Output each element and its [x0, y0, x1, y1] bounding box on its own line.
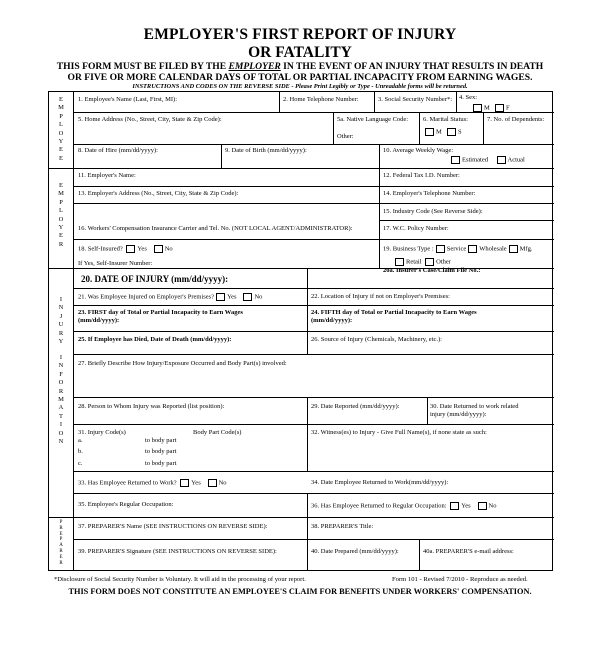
section-letter: N — [58, 438, 64, 446]
marital-options: M S — [423, 128, 462, 136]
business-retail-checkbox[interactable] — [395, 258, 404, 266]
field-weekly-wage[interactable]: 10. Average Weekly Wage: — [383, 147, 454, 154]
section-letter: R — [58, 329, 64, 337]
field-regular-occupation[interactable]: 35. Employee's Regular Occupation: — [78, 501, 174, 508]
section-letter: E — [59, 146, 63, 154]
field-date-of-hire[interactable]: 8. Date of Hire (mm/dd/yyyy): — [78, 147, 158, 154]
field-language-other[interactable]: Other: — [337, 133, 354, 140]
business-type-row: 19. Business Type : Service Wholesale Mfg. — [383, 245, 533, 253]
returned-yes-checkbox[interactable] — [180, 479, 189, 487]
section-letter: F — [59, 370, 63, 378]
section-letter: E — [59, 96, 63, 103]
wage-actual-checkbox[interactable] — [497, 156, 506, 164]
sex-options: M F — [471, 104, 510, 112]
occupation-no-checkbox[interactable] — [478, 502, 487, 510]
section-letter: N — [58, 362, 64, 370]
field-home-address[interactable]: 5. Home Address (No., Street, City, State & Zip Code): — [78, 116, 222, 123]
section-letter: Y — [58, 224, 64, 232]
section-letter: R — [58, 387, 64, 395]
field-employer-phone[interactable]: 14. Employer's Telephone Number: — [383, 190, 476, 197]
section-letter: P — [59, 198, 63, 206]
field-date-of-death[interactable]: 25. If Employee has Died, Date of Death (mm/dd/yyyy): — [78, 336, 232, 343]
section-letter: L — [59, 207, 63, 215]
section-letter: P — [59, 537, 63, 543]
body-part-codes-label: Body Part Code(s) — [193, 429, 242, 436]
claim-notice: THIS FORM DOES NOT CONSTITUTE AN EMPLOYEE'S CLAIM FOR BENEFITS UNDER WORKERS' COMPENSATION. — [68, 587, 532, 596]
section-letter: R — [58, 240, 64, 248]
field-injury-codes[interactable]: 31. Injury Code(s) — [78, 429, 126, 436]
self-insured-yes-checkbox[interactable] — [126, 245, 135, 253]
section-letter: O — [58, 129, 64, 137]
section-letter: Y — [58, 138, 64, 146]
section-letter: A — [59, 543, 63, 549]
field-dependents[interactable]: 7. No. of Dependents: — [487, 116, 545, 123]
section-letter: E — [59, 232, 63, 240]
form-title: EMPLOYER'S FIRST REPORT OF INJURY — [143, 26, 457, 43]
section-letter: I — [59, 296, 63, 303]
business-mfg-checkbox[interactable] — [509, 245, 518, 253]
self-insured-no-checkbox[interactable] — [154, 245, 163, 253]
ssn-disclosure: *Disclosure of Social Security Number is Voluntary. It will aid in the processing of your report. — [54, 576, 306, 583]
section-label-employer — [49, 182, 73, 249]
field-date-of-birth[interactable]: 9. Date of Birth (mm/dd/yyyy): — [225, 147, 307, 154]
field-date-prepared[interactable]: 40. Date Prepared (mm/dd/yyyy): — [311, 548, 399, 555]
injury-code-b[interactable]: b. — [78, 448, 83, 455]
body-part-c[interactable]: to body part — [145, 460, 177, 467]
section-letter: N — [58, 304, 64, 312]
section-letter: Y — [58, 338, 64, 346]
premises-row: 21. Was Employee Injured on Employer's Premises? Yes No — [78, 293, 263, 301]
field-insurer-case-number[interactable]: 20a. Insurer's Case/Claim File No.: — [383, 267, 481, 274]
business-service-checkbox[interactable] — [436, 245, 445, 253]
self-insured-row: 18. Self-Insured? Yes No — [78, 245, 173, 253]
filing-notice-2: OR FIVE OR MORE CALENDAR DAYS OF TOTAL OR PARTIAL INCAPACITY FROM EARNING WAGES. — [67, 72, 533, 83]
field-industry-code[interactable]: 15. Industry Code (See Reverse Side): — [383, 208, 483, 215]
filing-notice: THIS FORM MUST BE FILED BY THE EMPLOYER IN THE EVENT OF AN INJURY THAT RESULTS IN DEATH — [56, 61, 544, 72]
report-form — [48, 91, 553, 571]
section-label-information — [49, 354, 73, 446]
sex-m-checkbox[interactable] — [473, 104, 482, 112]
field-federal-tax-id[interactable]: 12. Federal Tax I.D. Number: — [383, 172, 460, 179]
field-date-returned[interactable]: 34. Date Employee Returned to Work(mm/dd/yyyy): — [311, 479, 449, 486]
occupation-yes-checkbox[interactable] — [450, 502, 459, 510]
field-date-of-injury[interactable]: 20. DATE OF INJURY (mm/dd/yyyy): — [81, 274, 229, 284]
field-sex-label: 4. Sex: — [459, 94, 478, 101]
section-letter: M — [58, 190, 64, 198]
section-letter: T — [59, 412, 63, 420]
field-person-reported[interactable]: 28. Person to Whom Injury was Reported (list position): — [78, 403, 225, 410]
section-letter: O — [58, 379, 64, 387]
section-letter: M — [58, 104, 64, 112]
field-employer-address[interactable]: 13. Employer's Address (No., Street, City, State & Zip Code): — [78, 190, 239, 197]
field-injury-location[interactable]: 22. Location of Injury if not on Employer's Premises: — [311, 293, 450, 300]
field-policy-number[interactable]: 17. W.C. Policy Number: — [383, 225, 449, 232]
field-self-insurer-number[interactable]: If Yes, Self-Insurer Number: — [78, 260, 153, 267]
field-first-day-incapacity[interactable]: 23. FIRST day of Total or Partial Incapacity to Earn Wages (mm/dd/yyyy): — [78, 309, 243, 324]
section-letter: I — [59, 421, 63, 429]
field-home-phone[interactable]: 2. Home Telephone Number: — [283, 96, 359, 103]
section-letter: P — [59, 112, 63, 120]
section-label-preparer — [49, 520, 73, 566]
returned-occupation-row: 36. Has Employee Returned to Regular Occupation: Yes No — [311, 502, 497, 510]
section-label-injury — [49, 296, 73, 346]
section-letter: E — [59, 154, 63, 162]
field-ssn[interactable]: 3. Social Security Number*: — [378, 96, 453, 103]
field-preparer-title[interactable]: 38. PREPARER'S Title: — [311, 523, 374, 530]
business-wholesale-checkbox[interactable] — [468, 245, 477, 253]
section-letter: I — [59, 354, 63, 361]
wage-estimated-checkbox[interactable] — [451, 156, 460, 164]
section-letter: R — [59, 525, 63, 531]
section-letter: J — [59, 312, 63, 320]
instructions-line: INSTRUCTIONS AND CODES ON THE REVERSE SIDE - Please Print Legibly or Type - Unreadable forms will be returned. — [132, 83, 468, 90]
section-letter: E — [59, 554, 63, 560]
premises-no-checkbox[interactable] — [243, 293, 252, 301]
form-number: Form 101 - Revised 7/2010 - Reproduce as needed. — [392, 576, 528, 583]
field-fifth-day-incapacity[interactable]: 24. FIFTH day of Total or Partial Incapacity to Earn Wages (mm/dd/yyyy): — [311, 309, 477, 324]
section-letter: R — [59, 560, 63, 566]
field-source-of-injury[interactable]: 26. Source of Injury (Chemicals, Machinery, etc.): — [311, 336, 442, 343]
field-preparer-name[interactable]: 37. PREPARER'S Name (SEE INSTRUCTIONS ON REVERSE SIDE): — [78, 523, 268, 530]
business-type-row-2: Retail Other — [393, 258, 451, 266]
section-letter: M — [58, 396, 64, 404]
field-marital-status: 6. Marital Status: — [423, 116, 468, 123]
sex-f-checkbox[interactable] — [495, 104, 504, 112]
returned-work-row: 33. Has Employee Returned to Work? Yes No — [78, 479, 227, 487]
section-letter: R — [59, 548, 63, 554]
field-witnesses[interactable]: 32. Witness(es) to Injury - Give Full Name(s), if none state as such: — [311, 429, 487, 436]
returned-no-checkbox[interactable] — [208, 479, 217, 487]
field-native-language[interactable]: 5a. Native Language Code: — [337, 116, 409, 123]
business-other-checkbox[interactable] — [425, 258, 434, 266]
section-letter: L — [59, 121, 63, 129]
section-letter: P — [59, 520, 63, 525]
field-preparer-signature[interactable]: 39. PREPARER'S Signature (SEE INSTRUCTIONS ON REVERSE SIDE): — [78, 548, 277, 555]
field-date-reported[interactable]: 29. Date Reported (mm/dd/yyyy): — [311, 403, 400, 410]
marital-s-checkbox[interactable] — [447, 128, 456, 136]
section-letter: A — [58, 404, 64, 412]
section-letter: O — [58, 215, 64, 223]
field-injury-description[interactable]: 27. Briefly Describe How Injury/Exposure Occurred and Body Part(s) involved: — [78, 360, 287, 367]
section-letter: E — [59, 182, 63, 189]
field-employer-name[interactable]: 11. Employer's Name: — [78, 172, 136, 179]
field-date-returned-work[interactable]: 30. Date Returned to work related injury (mm/dd/yyyy): — [430, 403, 519, 418]
field-employee-name[interactable]: 1. Employee's Name (Last, First, MI): — [78, 96, 178, 103]
form-title-2: OR FATALITY — [248, 44, 352, 61]
body-part-a[interactable]: to body part — [145, 437, 177, 444]
section-letter: U — [58, 321, 64, 329]
section-label-employee — [49, 96, 73, 163]
field-preparer-email[interactable]: 40a. PREPARER'S e-mail address: — [423, 548, 514, 555]
injury-code-c[interactable]: c. — [78, 460, 83, 467]
injury-code-a[interactable]: a. — [78, 437, 83, 444]
section-letter: E — [59, 531, 63, 537]
marital-m-checkbox[interactable] — [425, 128, 434, 136]
premises-yes-checkbox[interactable] — [216, 293, 225, 301]
body-part-b[interactable]: to body part — [145, 448, 177, 455]
field-insurance-carrier[interactable]: 16. Workers' Compensation Insurance Carrier and Tel. No. (NOT LOCAL AGENT/ADMINISTRATOR): — [78, 225, 353, 232]
section-letter: O — [58, 429, 64, 437]
wage-options: Estimated Actual — [449, 156, 525, 164]
